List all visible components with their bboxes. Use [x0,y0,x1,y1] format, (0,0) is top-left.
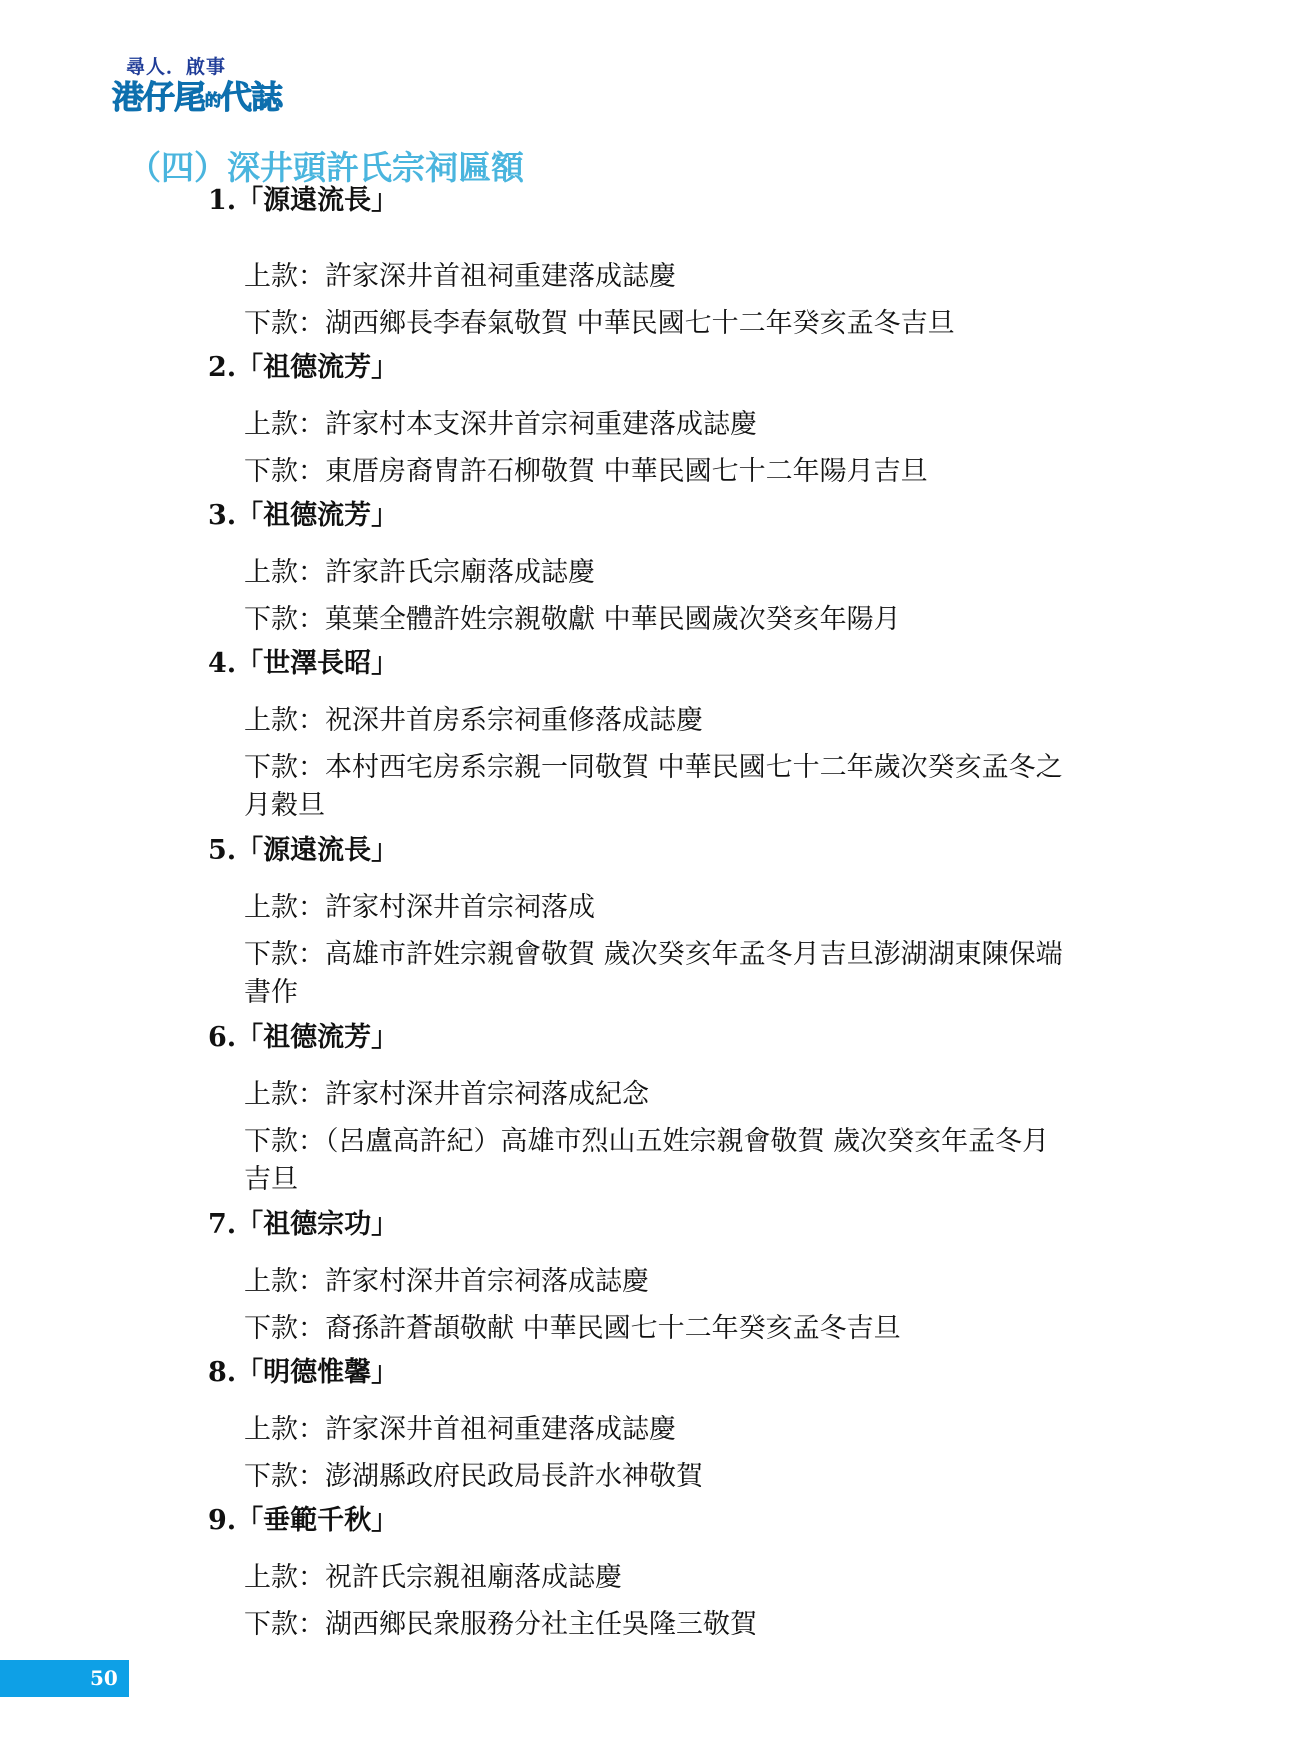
plaque-lower-inscription-continued: 月穀旦 [244,790,325,821]
plaque-upper-inscription: 上款：許家村深井首宗祠落成 [244,892,595,923]
plaque-lower-inscription-continued: 書作 [244,977,298,1008]
plaque-heading: 4.「世澤長昭」 [208,648,399,679]
plaque-upper-inscription: 上款：許家村本支深井首宗祠重建落成誌慶 [244,409,757,440]
plaque-heading: 6.「祖德流芳」 [208,1022,399,1053]
plaque-heading: 9.「垂範千秋」 [208,1505,399,1536]
plaque-lower-inscription: 下款：本村西宅房系宗親一同敬賀 中華民國七十二年歲次癸亥孟冬之 [244,752,1063,783]
plaque-lower-inscription: 下款：澎湖縣政府民政局長許水神敬賀 [244,1461,703,1492]
plaque-heading: 7.「祖德宗功」 [208,1209,399,1240]
plaque-heading: 1.「源遠流長」 [208,185,399,216]
plaque-lower-inscription: 下款：東厝房裔冑許石柳敬賀 中華民國七十二年陽月吉旦 [244,456,928,487]
book-logo [112,52,372,116]
section-title: （四）深井頭許氏宗祠匾額 [128,148,524,187]
logo-title [112,72,282,118]
plaque-lower-inscription-continued: 吉旦 [244,1164,298,1195]
plaque-upper-inscription: 上款：許家深井首祖祠重建落成誌慶 [244,1414,676,1445]
plaque-heading: 2.「祖德流芳」 [208,352,399,383]
logo-title-main: 港仔尾 [112,78,206,116]
plaque-lower-inscription: 下款：裔孫許蒼頡敬献 中華民國七十二年癸亥孟冬吉旦 [244,1313,901,1344]
plaque-lower-inscription: 下款：湖西鄉民衆服務分社主任吳隆三敬賀 [244,1609,757,1640]
logo-title-end: 代誌 [220,78,283,116]
logo-subtitle: 尋人．啟事 [126,56,227,78]
plaque-upper-inscription: 上款：許家村深井首宗祠落成誌慶 [244,1266,649,1297]
plaque-upper-inscription: 上款：許家深井首祖祠重建落成誌慶 [244,261,676,292]
plaque-lower-inscription: 下款：高雄市許姓宗親會敬賀 歲次癸亥年孟冬月吉旦澎湖湖東陳保端 [244,939,1063,970]
plaque-upper-inscription: 上款：許家許氏宗廟落成誌慶 [244,557,595,588]
plaque-heading: 5.「源遠流長」 [208,835,399,866]
plaque-lower-inscription: 下款：菓葉全體許姓宗親敬獻 中華民國歲次癸亥年陽月 [244,604,901,635]
plaque-upper-inscription: 上款：祝深井首房系宗祠重修落成誌慶 [244,705,703,736]
plaque-lower-inscription: 下款：湖西鄉長李春氣敬賀 中華民國七十二年癸亥孟冬吉旦 [244,308,955,339]
plaque-upper-inscription: 上款：祝許氏宗親祖廟落成誌慶 [244,1562,622,1593]
logo-title-small: 的 [205,90,221,110]
plaque-heading: 3.「祖德流芳」 [208,500,399,531]
plaque-heading: 8.「明德惟馨」 [208,1357,399,1388]
plaque-upper-inscription: 上款：許家村深井首宗祠落成紀念 [244,1079,649,1110]
plaque-lower-inscription: 下款：（呂盧高許紀）高雄市烈山五姓宗親會敬賀 歲次癸亥年孟冬月 [244,1126,1050,1157]
page-number: 50 [90,1666,118,1690]
